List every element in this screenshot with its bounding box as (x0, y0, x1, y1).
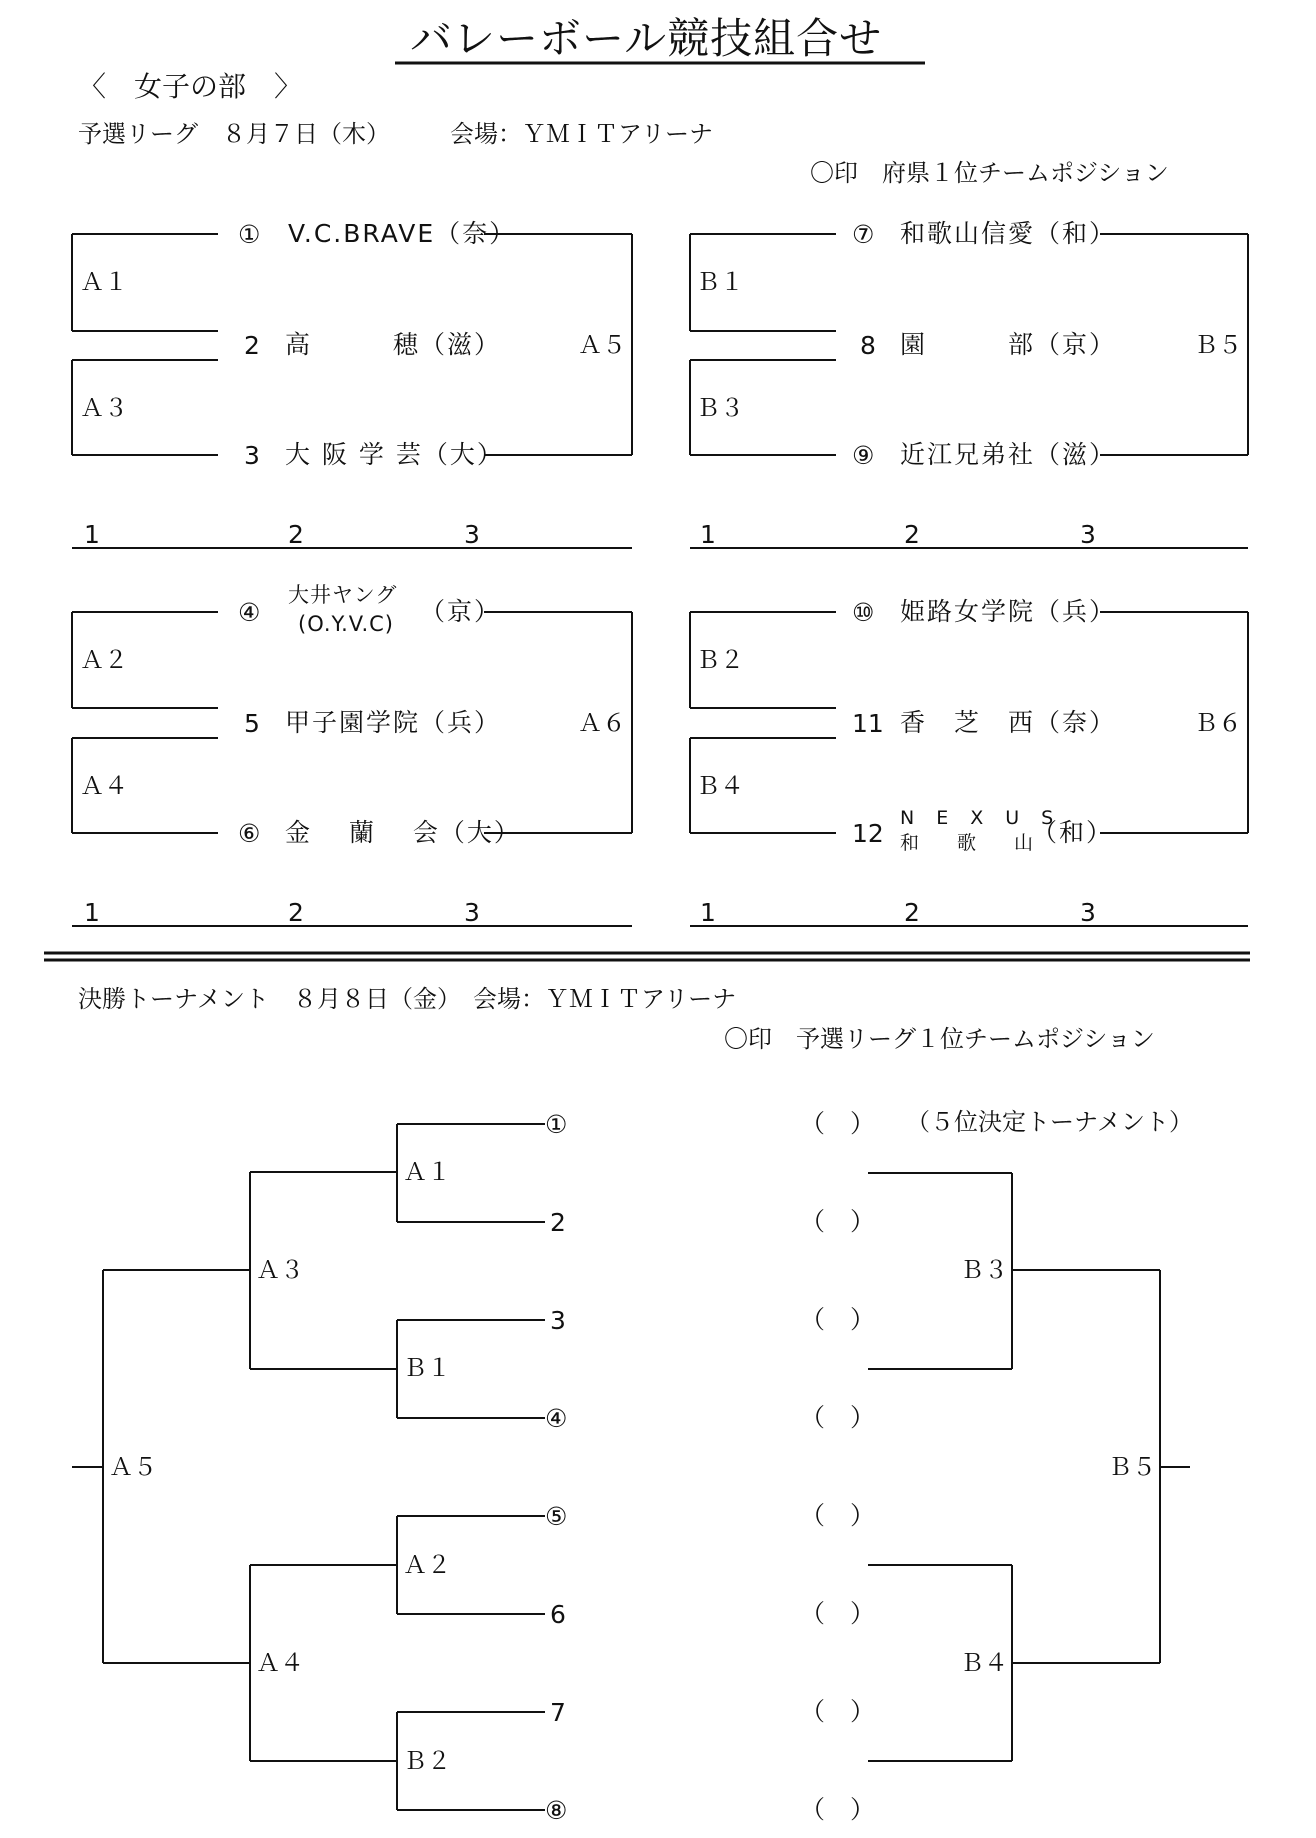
match-label: Ｂ２ (696, 646, 744, 674)
slot-label: ① (545, 1110, 568, 1139)
league-a2-lines (72, 612, 632, 926)
match-label: Ａ２ (80, 646, 128, 674)
team-position: ⑦ (852, 220, 875, 249)
team-position: 8 (860, 331, 876, 360)
league-b1-lines (690, 234, 1248, 548)
empty-slot: （ ） (800, 1403, 876, 1432)
slot-label: 2 (550, 1208, 566, 1237)
slot-label: ⑧ (545, 1796, 568, 1825)
team-position: 2 (244, 331, 260, 360)
match-label: Ａ５ (578, 331, 626, 359)
match-label: Ａ３ (256, 1256, 304, 1284)
team-name: 甲子園学院（兵） (285, 708, 502, 737)
match-label: Ｂ５ (1108, 1453, 1156, 1481)
match-label: Ｂ３ (696, 394, 744, 422)
finals-note: 〇印 予選リーグ１位チームポジション (724, 1025, 1155, 1053)
match-label: Ｂ１ (696, 268, 744, 296)
team-name: 金 蘭 会（大） (285, 818, 521, 847)
score-column: 2 (904, 520, 920, 549)
match-label: Ｂ３ (960, 1256, 1008, 1284)
score-column: 3 (464, 520, 480, 549)
team-name: 近江兄弟社（滋） (900, 440, 1117, 469)
match-label: Ａ４ (256, 1649, 304, 1677)
match-label: Ｂ２ (403, 1747, 451, 1775)
team-position: ④ (238, 598, 261, 627)
fifth-place-label: （５位決定トーナメント） (906, 1108, 1194, 1136)
match-label: Ｂ４ (696, 772, 744, 800)
team-name: 香 芝 西（奈） (900, 708, 1117, 737)
empty-slot: （ ） (800, 1207, 876, 1236)
slot-label: ⑤ (545, 1502, 568, 1531)
empty-slot: （ ） (800, 1599, 876, 1628)
team-name: 高 穂（滋） (285, 330, 502, 359)
match-label: Ａ５ (109, 1453, 157, 1481)
empty-slot: （ ） (800, 1795, 876, 1824)
score-column: 2 (288, 520, 304, 549)
team-position: 11 (852, 709, 884, 738)
match-label: Ｂ１ (403, 1354, 451, 1382)
team-name: V.C.BRAVE（奈） (288, 219, 517, 248)
match-label: Ａ１ (80, 268, 128, 296)
slot-label: 6 (550, 1600, 566, 1629)
score-column: 2 (904, 898, 920, 927)
team-position: ⑩ (852, 598, 875, 627)
empty-slot: （ ） (800, 1697, 876, 1726)
page-title: バレーボール競技組合せ (410, 14, 883, 63)
team-name-line1: 大井ヤング (288, 583, 398, 607)
team-name-line1: NEXUS (900, 807, 1076, 829)
score-column: 1 (700, 520, 716, 549)
team-name: 園 部（京） (900, 330, 1117, 359)
score-column: 3 (1080, 520, 1096, 549)
match-label: Ｂ６ (1194, 709, 1242, 737)
team-name-line2: 和歌山 (900, 832, 1072, 854)
team-position: ① (238, 220, 261, 249)
finals-info: 決勝トーナメント ８月８日（金） 会場：ＹＭＩＴアリーナ (78, 985, 737, 1013)
team-name: 和歌山信愛（和） (900, 219, 1117, 248)
team-name: 大 阪 学 芸（大） (285, 440, 504, 469)
score-column: 3 (464, 898, 480, 927)
match-label: Ａ１ (403, 1158, 451, 1186)
team-prefecture: （和） (1032, 818, 1114, 847)
score-column: 3 (1080, 898, 1096, 927)
league-a1-lines (72, 234, 632, 548)
team-position: 5 (244, 709, 260, 738)
empty-slot: （ ） (800, 1501, 876, 1530)
match-label: Ａ４ (80, 772, 128, 800)
team-position: ⑨ (852, 441, 875, 470)
score-column: 1 (84, 520, 100, 549)
slot-label: 3 (550, 1306, 566, 1335)
league-b2-lines (690, 612, 1248, 926)
division-label: 〈 女子の部 〉 (78, 70, 303, 103)
match-label: Ｂ４ (960, 1649, 1008, 1677)
team-position: 3 (244, 441, 260, 470)
team-prefecture: （京） (420, 597, 502, 626)
match-label: Ｂ５ (1194, 331, 1242, 359)
team-position: ⑥ (238, 819, 261, 848)
slot-label: 7 (550, 1698, 566, 1727)
team-position: 12 (852, 819, 884, 848)
score-column: 2 (288, 898, 304, 927)
team-name-line2: (O.Y.V.C) (298, 612, 394, 636)
score-column: 1 (700, 898, 716, 927)
match-label: Ａ６ (578, 709, 626, 737)
match-label: Ａ２ (403, 1551, 451, 1579)
slot-label: ④ (545, 1404, 568, 1433)
team-name: 姫路女学院（兵） (900, 597, 1117, 626)
empty-slot: （ ） (800, 1109, 876, 1138)
score-column: 1 (84, 898, 100, 927)
empty-slot: （ ） (800, 1305, 876, 1334)
prelim-note: 〇印 府県１位チームポジション (810, 159, 1169, 187)
prelim-info: 予選リーグ ８月７日（木） 会場：ＹＭＩＴアリーナ (78, 120, 714, 148)
match-label: Ａ３ (80, 394, 128, 422)
